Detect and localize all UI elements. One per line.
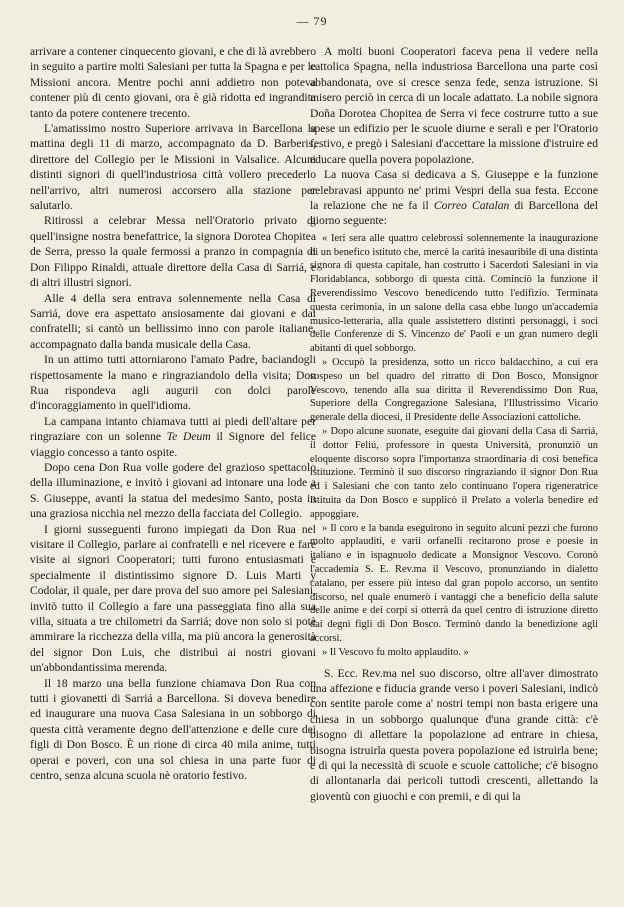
- paragraph: [30, 414, 316, 460]
- text-run: La nuova Casa si dedicava a S. Giuseppe e la funzione celebravasi appunto ne' primi Vespri della sua festa. Eccone la relazione che ne fa il: [310, 168, 598, 213]
- quote-paragraph: » Il coro e la banda eseguirono in seguito alcuni pezzi che furono molto applauditi, e varii orfanelli recitarono prose e poesie in italiano e in ispagnuolo dedicate a Monsignor Vescovo. Coronò l'accademia S. E. Rev.ma il Vescovo, pronunziando in dialetto catalano, per essere più inteso dal gran popolo accorso, un sentito discorso, nel quale enumerò i vantaggi che a beneficio della salute delle anime e dei corpi si otterrà da quel centro di istruzione diretto dai degni figli di Don Bosco. Terminò dando la benedizione agli accorsi.: [310, 522, 598, 644]
- quote-paragraph: » Occupò la presidenza, sotto un ricco baldacchino, a cui era sospeso un bel quadro del ritratto di Don Bosco, Monsignor Vescovo, tenendo alla sua diritta il Reverendissimo Don Rua, Superiore della Congregazione Salesiana, l'Illustrissimo Vicario generale della diocesi, il Presidente delle Associazioni cattoliche.: [310, 357, 598, 424]
- paragraph: [310, 167, 598, 229]
- text-run: il Signore del felice viaggio concesso a tanto ospite.: [30, 430, 316, 459]
- quote-paragraph: » Il Vescovo fu molto applaudito. »: [322, 646, 469, 658]
- paragraph: Alle 4 della sera entrava solennemente nella Casa di Sarriá, dove era aspettato ansiosamente dai giovani e dai confratelli; si cantò un bellissimo inno con parole italiane, accompagnato dalla banda musicale della Casa.: [30, 291, 316, 351]
- paragraph: L'amatissimo nostro Superiore arrivava in Barcellona la mattina degli 11 di marzo, accompagnato da D. Barberis, direttore del Collegio per le Missioni in Valsalice. Alcuni distinti signori di quell'industriosa città vollero precederlo nell'arrivo, altri numerosi accorsero alla stazione per salutarlo.: [30, 122, 316, 213]
- paragraph: A molti buoni Cooperatori faceva pena il vedere nella cattolica Spagna, nella industriosa Barcellona una parte così abbandonata, ove si cresce senza fede, senza istruzione. Si misero perciò in cerca di un locale adattato. La nobile signora Doña Dorotea Chopitea de Serra vi fece costrurre tutto a sue spese un edifizio per le scuole diurne e serali e per l'Oratorio festivo, e pregò i Salesiani d'accettare la missione d'istruire ed educare quella povera popolazione.: [310, 45, 598, 166]
- text-run: La campana intanto chiamava tutti ai piedi dell'altare per ringraziare con un solenne: [30, 414, 316, 444]
- italic-newspaper-title: Correo Catalan: [433, 199, 510, 213]
- paragraph: Ritirossi a celebrar Messa nell'Oratorio privato di quell'insigne nostra benefattrice, la signora Dorotea Chopitea de Serra, presso la quale fermossi a pranzo in compagnia di Don Filippo Rinaldi, attuale direttore della Casa di Sarriá, e di altri illustri signori.: [30, 214, 316, 290]
- text-run: di Barcellona del giorno seguente:: [310, 199, 599, 228]
- quote-paragraph: » Dopo alcune suonate, eseguite dai giovani della Casa di Sarriá, il dottor Feliú, professore in questa Università, pronunziò un eloquente discorso sopra l'importanza straordinaria di così benefica istituzione. Terminò il suo discorso ringraziando il signor Don Rua ed i Salesiani che con tanto zelo continuano l'opera rigeneratrice istituita da Don Bosco e supplicò il Prelato a volerla benedire ed appoggiare.: [310, 426, 598, 520]
- paragraph: Il 18 marzo una bella funzione chiamava Don Rua con tutti i giovanetti di Sarriá a Barcellona. Si doveva benedire ed inaugurare una nuova Casa Salesiana in un sobborgo di questa città veramente degno dell'attenzione e delle cure dei figli di Don Bosco. È un rione di circa 40 mila anime, tutti operai e poveri, con una sol chiesa in una parte fuor di centro, senza alcuna scuola nè oratorio festivo.: [30, 676, 316, 783]
- right-column: [310, 44, 598, 804]
- paragraph: S. Ecc. Rev.ma nel suo discorso, oltre all'aver dimostrato una affezione e fiducia grande verso i poveri Salesiani, indicò con sentite parole come a' nostri tempi non basta erigere una chiesa in un sobborgo qualunque d'una grande città: c'è bisogno di allettare la popolazione ad entrare in chiesa, bisogna istruirla questa povera popolazione ed istruirla bene; e di qui la necessità di scuole e scuole cattoliche; c'è bisogno di allontanarla dai pericoli tuttodì crescenti, allettando la gioventù con giuochi e con premii, e di qui la: [310, 666, 598, 803]
- paragraph: In un attimo tutti attorniarono l'amato Padre, baciandogli rispettosamente la mano e ringraziandolo della visita; Don Rua rispondeva agli augurii con dolci parole d'incoraggiamento in quell'idioma.: [30, 353, 316, 413]
- quote-paragraph: « Ieri sera alle quattro celebrossi solennemente la inaugurazione di un benefico istituto che, mercè la carità inesauribile di una distinta signora di questa capitale, han costrutto i Sacerdoti Salesiani in via Floridablanca, sobborgo di questa città. Cominciò la funzione il Reverendissimo Vescovo benedicendo tutto l'edifizio. Terminata questa cerimonia, in un salone della casa ebbe luogo un'accademia musico-letteraria, alla quale assistettero distinti personaggi, i soci delle Conferenze di S. Vincenzo de' Paoli e un gran numero degli abitanti di quel sobborgo.: [310, 232, 598, 355]
- left-column: [30, 44, 316, 784]
- paragraph: arrivare a contener cinquecento giovani, e che di là avrebbero in seguito a partire molti Salesiani per tutta la Spagna e per le Missioni ancora. Mentre pochi anni addietro non poteva contener più di cento giovani, ora è già ridotta ed ingrandita tanto da potere contenere trecento.: [30, 45, 316, 120]
- italic-title: Te Deum: [166, 430, 211, 444]
- paragraph: I giorni susseguenti furono impiegati da Don Rua nel visitare il Collegio, parlare ai confratelli e nel ricevere e fare visite ai signori Cooperatori; tutti furono entusiasmati e specialmente il distintissimo signore D. Luis Marti y Codolar, il quale, per dare prova del suo amore pei Salesiani, invitò tutto il Collegio a fare una passeggiata fino alla sua villa, situata a tre chilometri da Sarriá; dove non solo si potè ammirare la ricchezza della villa, ma più ancora la generosità del signor Don Luis, che distribuì ai nostri giovani un'abbondantissima merenda.: [30, 522, 316, 675]
- newspaper-quote: [310, 232, 598, 660]
- page-number: — 79: [296, 14, 328, 28]
- paragraph: Dopo cena Don Rua volle godere del grazioso spettacolo della illuminazione, e invitò i giovani ad intonare una lode a S. Giuseppe, avanti la statua del medesimo Santo, posta in una graziosa nicchia nel mezzo della facciata del Collegio.: [30, 460, 316, 521]
